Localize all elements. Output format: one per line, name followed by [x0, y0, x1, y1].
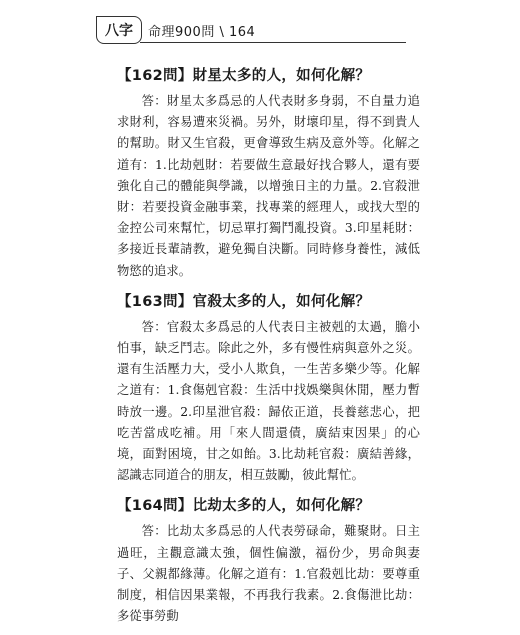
running-title — [148, 21, 255, 40]
book-logo: 八字 — [96, 16, 142, 44]
book-title: 命理900問 — [148, 24, 215, 40]
question-title: 【162問】財星太多的人，如何化解？ — [117, 68, 371, 84]
page-content — [117, 58, 420, 635]
question-title: 【163問】官殺太多的人，如何化解？ — [117, 293, 371, 310]
question-162 — [117, 64, 420, 282]
page-number: 164 — [229, 24, 256, 40]
header-rule — [140, 42, 406, 43]
running-header — [96, 16, 255, 44]
question-answer: 答：財星太多爲忌的人代表財多身弱，不自量力追求財利，容易遭來災禍。另外，財壞印星，得不到貴人的幫助。財又生官殺，更會導致生病及意外等。化解之道有：1.比劫剋財：若要做生意最好找合夥人，還有要強化自己的體能與學識，以增強日主的力量。2.官殺泄財：若要投資金融事業，找專業的經理人，或找大型的金控公司來幫忙，切忌單打獨鬥亂投資。3.印星耗財：多接近長輩請教，避免獨自決斷。同時修身養性，減低物慾的追求。 — [117, 94, 420, 278]
question-answer: 答：官殺太多爲忌的人代表日主被剋的太過，膽小怕事，缺乏鬥志。除此之外，多有慢性病與意外之災。還有生活壓力大，受小人欺負，一生苦多樂少等。化解之道有：1.食傷剋官殺：生活中找娛樂與休閒，壓力暫時放一邊。2.印星泄官殺：歸依正道，長養慈悲心，把吃苦當成吃補。用「來人間還債，廣結束因果」的心境，面對困境，甘之如飴。3.比劫耗官殺：廣結善緣，認識志同道合的朋友，相互鼓勵，彼此幫忙。 — [117, 319, 420, 483]
question-title: 【164問】比劫太多的人，如何化解？ — [117, 498, 371, 515]
header-separator: \ — [219, 24, 225, 40]
question-164 — [117, 494, 420, 627]
question-163 — [117, 290, 420, 487]
question-answer: 答：比劫太多爲忌的人代表勞碌命，難聚財。日主過旺，主觀意識太強，個性偏激，福份少，男命與妻子、父親都緣薄。化解之道有：1.官殺剋比劫：要尊重制度，相信因果業報，不再我行我素。2.食傷泄比劫：多從事勞動 — [117, 524, 420, 624]
